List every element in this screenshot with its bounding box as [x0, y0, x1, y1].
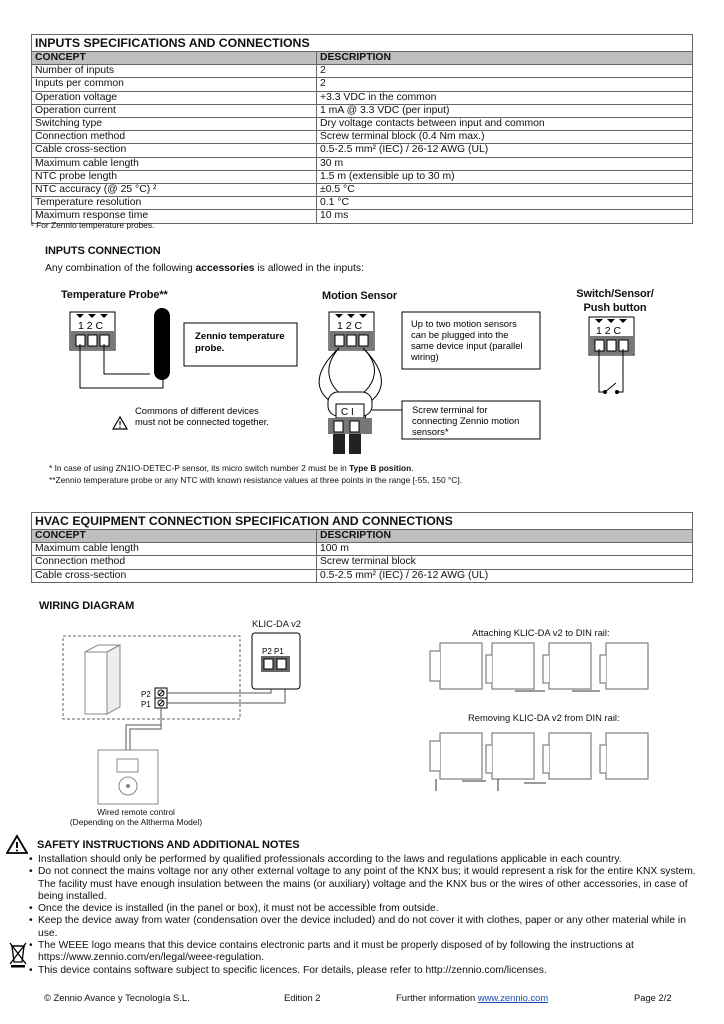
table-row	[32, 144, 693, 157]
safety-item: • Once the device is installed (in the panel or box), it must not be accessible from outside.	[29, 903, 697, 915]
screw-box-line2: connecting Zennio motion	[412, 415, 520, 426]
concept-cell: NTC accuracy (@ 25 °C) ²	[32, 184, 317, 197]
safety-item: • The WEEE logo means that this device contains electronic parts and it must be properly disposed of by following the instructions at https://www.zennio.com/en/legal/weee-regulation.	[29, 940, 697, 965]
description-cell: Dry voltage contacts between input and common	[317, 118, 693, 131]
safety-heading: SAFETY INSTRUCTIONS AND ADDITIONAL NOTES	[37, 839, 300, 851]
table-row	[32, 184, 693, 197]
zennio-website-link[interactable]: www.zennio.com	[477, 992, 549, 1003]
motion-box-line3: same device input (parallel	[411, 340, 523, 351]
wired-remote-control-icon	[98, 750, 158, 804]
motion-sensor-connector-icon	[328, 392, 372, 454]
inputs-table-title: INPUTS SPECIFICATIONS AND CONNECTIONS	[32, 35, 693, 52]
weee-bin-icon	[8, 940, 28, 968]
probe-box-line1: Zennio temperature	[195, 331, 285, 342]
description-cell: ±0.5 °C	[317, 184, 693, 197]
motion-ci-labels: C I	[341, 407, 354, 418]
table-row	[32, 543, 693, 556]
inputs-connection-intro: Any combination of the following accessories is allowed in the inputs:	[45, 263, 364, 274]
temperature-probe-icon	[154, 308, 170, 380]
temp-probe-title: Temperature Probe**	[61, 289, 168, 301]
table-row	[32, 131, 693, 144]
hvac-spec-table	[31, 512, 693, 583]
table-row	[32, 78, 693, 91]
hvac-col-concept: CONCEPT	[32, 530, 317, 543]
klic-da-device-icon	[252, 633, 300, 689]
concept-cell: Maximum cable length	[32, 157, 317, 170]
description-cell: +3.3 VDC in the common	[317, 91, 693, 104]
concept-cell: Operation current	[32, 104, 317, 117]
attach-caption: Attaching KLIC-DA v2 to DIN rail:	[472, 627, 610, 638]
wiring-heading: WIRING DIAGRAM	[39, 600, 135, 612]
din-rail-attach-illustration	[430, 643, 648, 691]
col-description: DESCRIPTION	[317, 52, 693, 65]
concept-cell: Operation voltage	[32, 91, 317, 104]
description-cell: 2	[317, 78, 693, 91]
motion-box-line2: can be plugged into the	[411, 329, 509, 340]
table-row	[32, 91, 693, 104]
concept-cell: Connection method	[32, 556, 317, 569]
table-row	[32, 197, 693, 210]
concept-cell: Connection method	[32, 131, 317, 144]
concept-cell: Number of inputs	[32, 65, 317, 78]
note-detec: * In case of using ZN1IO-DETEC-P sensor, its micro switch number 2 must be in Type B position.	[49, 463, 414, 473]
temp-terminal-labels: 1 2 C	[78, 320, 104, 332]
table-row	[32, 104, 693, 117]
remove-caption: Removing KLIC-DA v2 from DIN rail:	[468, 712, 620, 723]
screw-box-line3: sensors*	[412, 426, 449, 437]
description-cell: Screw terminal block (0.4 Nm max.)	[317, 131, 693, 144]
inputs-spec-table	[31, 34, 693, 224]
hvac-col-description: DESCRIPTION	[317, 530, 693, 543]
safety-item: • This device contains software subject to specific licences. For details, please refer to http://zennio.com/licenses.	[29, 965, 697, 977]
description-cell: 1.5 m (extensible up to 30 m)	[317, 170, 693, 183]
description-cell: 30 m	[317, 157, 693, 170]
footer-company: © Zennio Avance y Tecnología S.L.	[44, 992, 190, 1003]
footer-further: Further information www.zennio.com	[396, 992, 549, 1003]
device-label: KLIC-DA v2	[252, 618, 301, 629]
description-cell: 0.5-2.5 mm² (IEC) / 26-12 AWG (UL)	[317, 569, 693, 582]
footer-edition: Edition 2	[284, 992, 321, 1003]
description-cell: 1 mA @ 3.3 VDC (per input)	[317, 104, 693, 117]
col-concept: CONCEPT	[32, 52, 317, 65]
p1-label: P1	[141, 700, 151, 709]
safety-warning-icon	[6, 834, 28, 854]
description-cell: 100 m	[317, 543, 693, 556]
safety-list	[29, 854, 697, 977]
indoor-terminal-icon	[155, 688, 167, 708]
concept-cell: Maximum response time	[32, 210, 317, 223]
table-row	[32, 157, 693, 170]
table-row	[32, 569, 693, 582]
screw-box-line1: Screw terminal for	[412, 404, 488, 415]
switch-contact-icon	[599, 349, 623, 394]
inputs-connection-heading: INPUTS CONNECTION	[45, 245, 161, 257]
concept-cell: Cable cross-section	[32, 144, 317, 157]
table-row	[32, 170, 693, 183]
table-row	[32, 65, 693, 78]
p2-label: P2	[141, 690, 151, 699]
indoor-unit-icon	[85, 645, 120, 714]
inputs-footnote: ² For Zennio temperature probes.	[31, 220, 155, 230]
concept-cell: Maximum cable length	[32, 543, 317, 556]
motion-box-line4: wiring)	[411, 351, 439, 362]
switch-title: Switch/Sensor/ Push button	[576, 288, 654, 314]
description-cell: 2	[317, 65, 693, 78]
table-row	[32, 118, 693, 131]
switch-terminal-labels: 1 2 C	[596, 325, 622, 337]
remote-caption: Wired remote control (Depending on the Altherma Model)	[69, 807, 203, 827]
concept-cell: Switching type	[32, 118, 317, 131]
motion-box-line1: Up to two motion sensors	[411, 318, 517, 329]
warning-icon	[113, 417, 127, 429]
probe-box-line2: probe.	[195, 343, 225, 354]
klic-terminal-labels: P2 P1	[262, 647, 284, 656]
safety-item: • Keep the device away from water (condensation over the device included) and do not cover it with clothes, paper or any other material while in use.	[29, 915, 697, 940]
description-cell: Screw terminal block	[317, 556, 693, 569]
motion-terminal-labels: 1 2 C	[337, 320, 363, 332]
concept-cell: Temperature resolution	[32, 197, 317, 210]
concept-cell: Cable cross-section	[32, 569, 317, 582]
din-rail-remove-illustration	[430, 733, 648, 791]
safety-item: • Installation should only be performed by qualified professionals according to the laws and regulations applicable in each country.	[29, 854, 697, 866]
footer-page: Page 2/2	[634, 992, 672, 1003]
description-cell: 0.1 °C	[317, 197, 693, 210]
table-row	[32, 556, 693, 569]
warning-line2: must not be connected together.	[135, 416, 269, 427]
safety-item: • Do not connect the mains voltage nor any other external voltage to any point of the KNX bus; it would represent a risk for the entire KNX system. The facility must have enough insulation between the mains (or auxiliary) voltage and the KNX bus or the wires of other accessories, in case of being installed.	[29, 866, 697, 903]
warning-line1: Commons of different devices	[135, 405, 259, 416]
description-cell: 10 ms	[317, 210, 693, 223]
motion-sensor-title: Motion Sensor	[322, 290, 398, 302]
concept-cell: NTC probe length	[32, 170, 317, 183]
hvac-table-title: HVAC EQUIPMENT CONNECTION SPECIFICATION AND CONNECTIONS	[32, 513, 693, 530]
concept-cell: Inputs per common	[32, 78, 317, 91]
wiring-diagram	[0, 625, 724, 825]
note-ntc: **Zennio temperature probe or any NTC with known resistance values at three points in the range [-55, 150 °C].	[49, 475, 463, 485]
description-cell: 0.5-2.5 mm² (IEC) / 26-12 AWG (UL)	[317, 144, 693, 157]
inputs-connection-diagram	[0, 300, 724, 465]
